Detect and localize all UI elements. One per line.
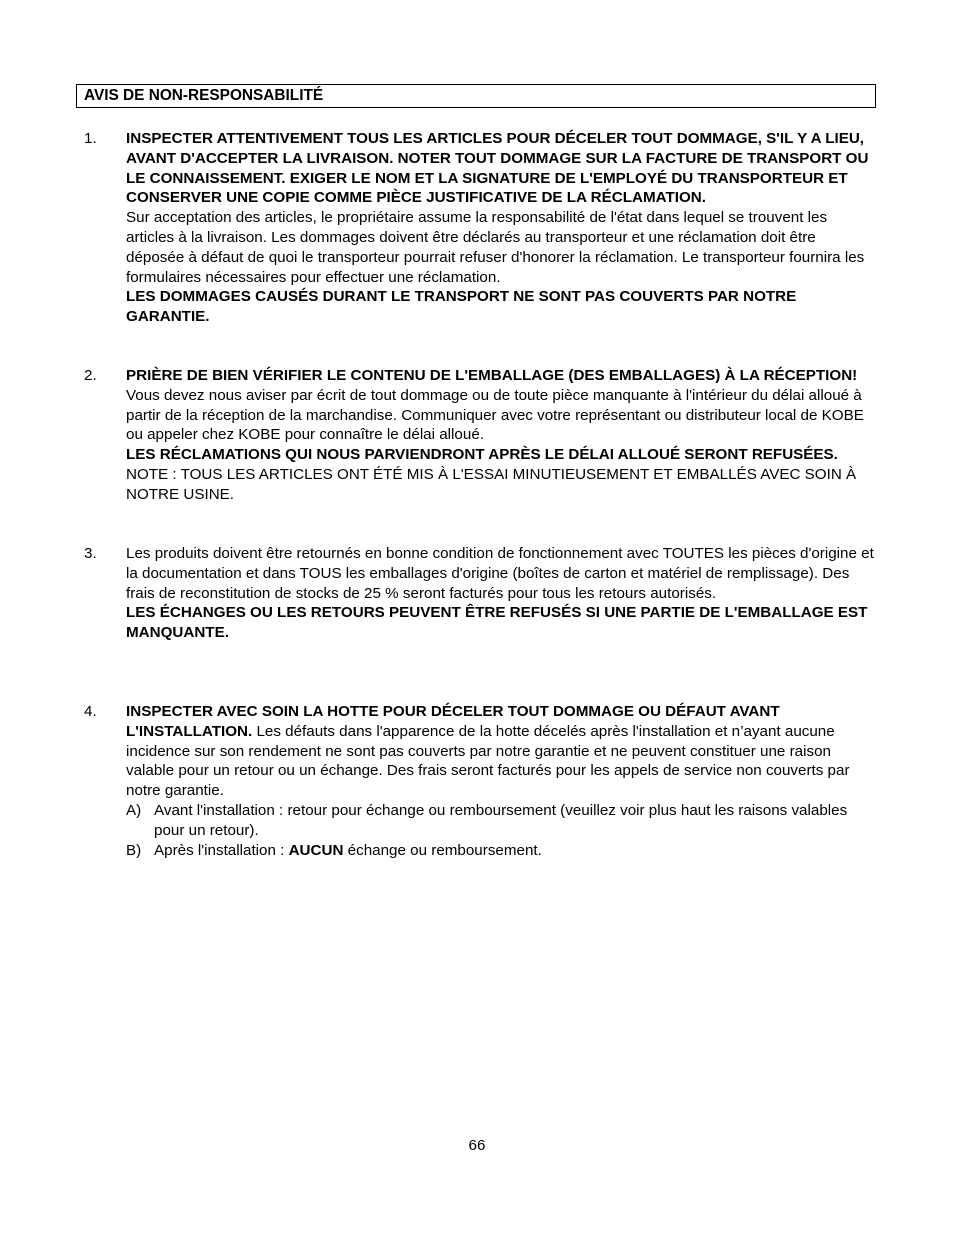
sub-item-text-pre: Après l'installation : bbox=[154, 841, 289, 859]
item-bold-tail: LES DOMMAGES CAUSÉS DURANT LE TRANSPORT NE SONT PAS COUVERTS PAR NOTRE GARANTIE. bbox=[126, 288, 797, 326]
sub-item-b bbox=[126, 841, 876, 861]
item-bold-lead: INSPECTER ATTENTIVEMENT TOUS LES ARTICLES POUR DÉCELER TOUT DOMMAGE, S'IL Y A LIEU, AVANT D'ACCEPTER LA LIVRAISON. NOTER TOUT DOMMAGE SUR LA FACTURE DE TRANSPORT OU LE CONNAISSEMENT. EXIGER LE NOM ET LA SIGNATURE DE L'EMPLOYÉ DU TRANSPORTEUR ET CONSERVER UNE COPIE COMME PIÈCE JUSTIFICATIVE DE LA RÉCLAMATION. bbox=[126, 130, 869, 207]
item-body bbox=[126, 366, 876, 505]
item-number: 2. bbox=[84, 367, 97, 384]
item-bold-lead: PRIÈRE DE BIEN VÉRIFIER LE CONTENU DE L'EMBALLAGE (DES EMBALLAGES) À LA RÉCEPTION! bbox=[126, 367, 858, 384]
item-bold-tail: LES ÉCHANGES OU LES RETOURS PEUVENT ÊTRE REFUSÉS SI UNE PARTIE DE L'EMBALLAGE EST MANQUANTE. bbox=[126, 604, 868, 642]
item-body bbox=[126, 544, 876, 643]
item-note: NOTE : TOUS LES ARTICLES ONT ÉTÉ MIS À L'ESSAI MINUTIEUSEMENT ET EMBALLÉS AVEC SOIN À NOTRE USINE. bbox=[126, 465, 857, 503]
item-bold-tail: LES RÉCLAMATIONS QUI NOUS PARVIENDRONT APRÈS LE DÉLAI ALLOUÉ SERONT REFUSÉES. bbox=[126, 446, 838, 464]
sub-item-label: B) bbox=[126, 841, 142, 859]
item-text: Les produits doivent être retournés en bonne condition de fonctionnement avec TOUTES les pièces d'origine et la documentation et dans TOUS les emballages d'origine (boîtes de carton et matériel de remplissage). Des frais de reconstitution de stocks de 25 % seront facturés pour tous les retours autorisés. bbox=[126, 545, 874, 602]
item-body bbox=[126, 702, 876, 860]
item-number: 3. bbox=[84, 545, 97, 562]
sub-item-a bbox=[126, 801, 876, 841]
section-title: AVIS DE NON-RESPONSABILITÉ bbox=[76, 84, 876, 108]
item-number: 4. bbox=[84, 703, 97, 720]
item-body bbox=[126, 129, 876, 327]
item-text: Vous devez nous aviser par écrit de tout dommage ou de toute pièce manquante à l'intérieur du délai alloué à partir de la réception de la marchandise. Communiquer avec votre représentant ou distributeur local de KOBE ou appeler chez KOBE pour connaître le délai alloué. bbox=[126, 386, 864, 444]
sub-item-text: Avant l'installation : retour pour échange ou remboursement (veuillez voir plus haut les raisons valables pour un retour). bbox=[154, 801, 848, 839]
sub-item-text bbox=[154, 842, 542, 859]
sub-item-label: A) bbox=[126, 801, 142, 819]
item-text: Les défauts dans l'apparence de la hotte décelés après l'installation et n’ayant aucune incidence sur son rendement ne sont pas couverts par notre garantie et ne peuvent constituer une raison valable pour un retour ou un échange. Des frais seront facturés pour les appels de service non couverts par notre garantie. bbox=[126, 722, 850, 800]
item-paragraph bbox=[126, 366, 876, 445]
item-number: 1. bbox=[84, 130, 97, 147]
item-bold-lead: INSPECTER AVEC SOIN LA HOTTE POUR DÉCELER TOUT DOMMAGE OU DÉFAUT AVANT L'INSTALLATION. bbox=[126, 703, 780, 740]
sub-item-text-bold: AUCUN bbox=[288, 841, 344, 859]
item-paragraph bbox=[126, 702, 876, 801]
sub-item-text-post: échange ou remboursement. bbox=[343, 841, 542, 859]
item-text: Sur acceptation des articles, le propriétaire assume la responsabilité de l'état dans lequel se trouvent les articles à la livraison. Les dommages doivent être déclarés au transporteur et une réclamation doit être déposée à défaut de quoi le transporteur pourrait refuser d'honorer la réclamation. Le transporteur fournira les formulaires nécessaires pour effectuer une réclamation. bbox=[126, 209, 865, 286]
page-number: 66 bbox=[468, 1137, 486, 1154]
